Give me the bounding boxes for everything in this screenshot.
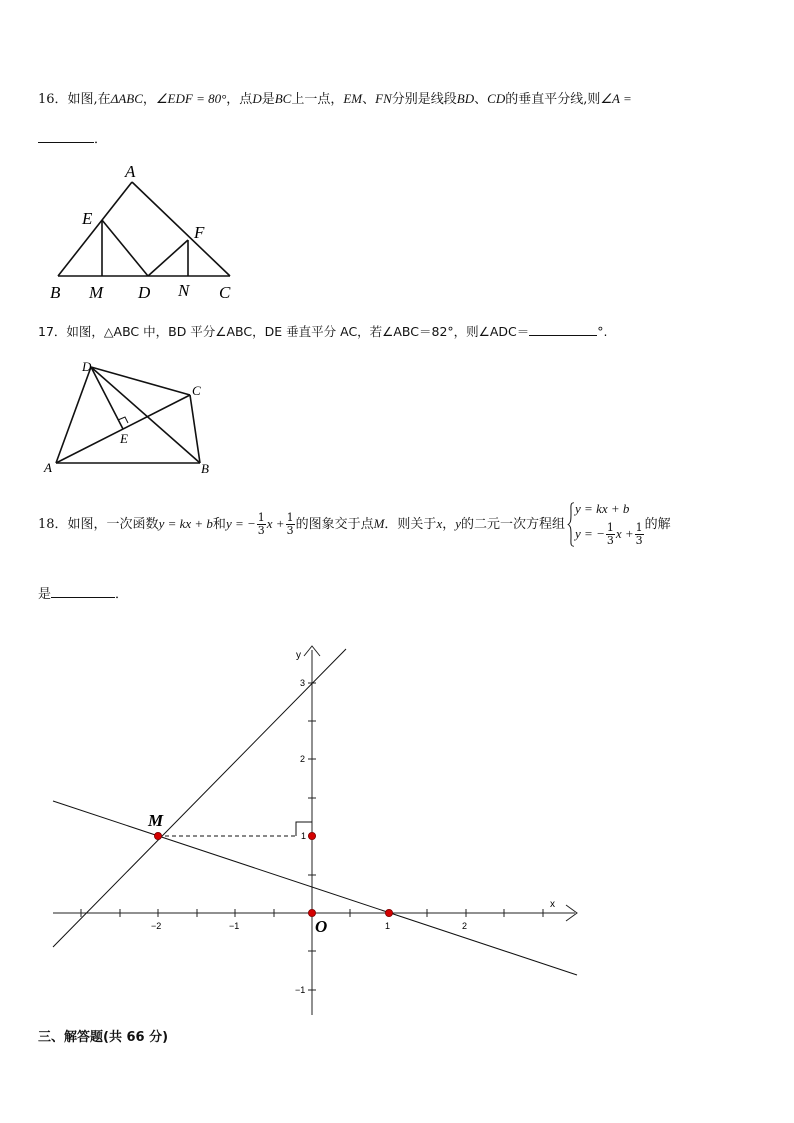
q16-answer-blank[interactable] [38,130,94,143]
q18-equation-system: y = kx + b y = − $\frac{1}{3}$ x + $\frac{1}{3}$ [567,502,645,547]
y-axis-label: y [296,650,301,661]
q17-segment-db [91,367,200,463]
q16-label-b: B [50,283,61,302]
line-y-neg-third-x [53,801,577,975]
x-axis-label: x [550,899,555,910]
x-tick-label: −1 [229,921,240,931]
section-title: 三、解答题(共 66 分) [38,1030,169,1045]
q16-label-d: D [138,283,151,302]
q17-segment-cb [190,395,200,463]
q18-graph [0,640,794,1030]
y-tick-label: 1 [301,831,307,841]
line-y-kx-b [53,649,346,947]
q18-stem: 18．如图，一次函数y = kx + b和y = − $\frac{1}{3}$ x + $\frac{1}{3}$ 的图象交于点M．则关于x，y的二元一次方程组 y = kx + b y = − $\frac{1}{3}$ x + $\frac{1}{3}$ 的解 [38,501,671,547]
y-tick-label: 2 [300,754,306,764]
q16-figure [45,160,245,305]
q17-stem: 17．如图，△ABC 中，BD 平分∠ABC，DE 垂直平分 AC，若∠ABC＝82°，则∠ADC＝ °. [38,324,608,339]
q16-label-a: A [125,162,136,181]
q17-figure [38,355,228,480]
q16-answer-line: ． [38,128,107,147]
point-m [154,832,161,839]
q16-label-m: M [89,283,104,302]
q17-label-e: E [120,431,128,446]
q18-answer-line: 是 ． [38,587,129,602]
q16-label-c: C [219,283,231,302]
q17-label-d: D [82,359,92,374]
point-m-label: M [148,811,164,830]
origin-label: O [315,917,328,936]
q17-answer-blank[interactable] [529,323,597,336]
q18-fraction: $\frac{1}{3}$ [286,511,294,537]
q16-number: 16． [38,92,68,107]
point-origin [308,909,315,916]
y-tick-label: −1 [295,985,306,995]
brace-icon [567,502,575,547]
q17-label-c: C [192,383,201,398]
x-tick-label: −2 [151,921,162,931]
q16-segment-ed [102,220,148,276]
q16-label-n: N [178,281,190,300]
q18-fraction: $\frac{1}{3}$ [257,511,265,537]
y-tick-label: 3 [300,678,306,688]
point-y-intercept [308,832,315,839]
q16-segment-ab [58,182,132,276]
q16-segment-df [148,240,188,276]
x-tick-label: 1 [385,921,391,931]
q16-stem: 16．如图,在ΔABC，∠EDF = 80°，点D是BC上一点，EM、FN分别是线段BD、CD的垂直平分线,则∠A = [38,91,632,107]
q17-label-b: B [201,461,209,476]
point-x-intercept [385,909,392,916]
x-tick-label: 2 [462,921,468,931]
q16-segment-ac [132,182,230,276]
q18-answer-blank[interactable] [51,585,115,598]
q16-label-f: F [194,223,205,242]
q17-label-a: A [44,460,52,475]
q16-label-e: E [82,209,93,228]
